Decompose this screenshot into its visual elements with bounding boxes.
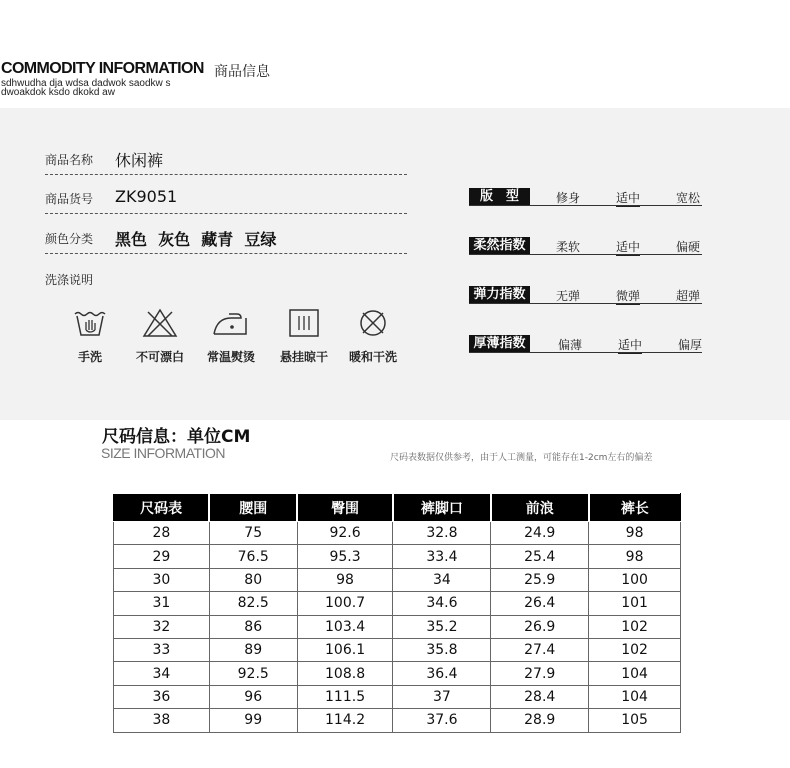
table-cell: 36 (114, 685, 210, 708)
table-row (114, 592, 681, 615)
product-name-row (45, 145, 407, 175)
product-color-label: 颜色分类 (45, 232, 94, 246)
table-cell: 102 (589, 615, 681, 638)
table-cell: 100 (589, 568, 681, 591)
dry-clean-icon (355, 308, 391, 338)
hang-dry-icon (286, 308, 322, 338)
size-info-title: 尺码信息：单位CM (102, 427, 251, 447)
table-cell: 98 (589, 545, 681, 568)
table-cell: 76.5 (209, 545, 297, 568)
care-label: 不可漂白 (135, 350, 184, 364)
table-cell: 25.4 (491, 545, 589, 568)
column-header-front-rise: 前浪 (491, 494, 589, 522)
table-cell: 34.6 (393, 592, 491, 615)
product-color-row (45, 224, 407, 254)
column-header-waist: 腰围 (209, 494, 297, 522)
care-label: 手洗 (77, 350, 102, 364)
table-row (114, 662, 681, 685)
section-subtitle (1, 79, 171, 97)
table-cell: 89 (209, 638, 297, 661)
fit-baseline (469, 205, 702, 206)
fit-scale-cut (469, 188, 702, 206)
product-code-row (45, 184, 407, 214)
table-cell: 32 (114, 615, 210, 638)
fit-option: 柔软 (556, 240, 581, 254)
size-table-header-row (114, 494, 681, 522)
hand-wash-icon (72, 308, 108, 338)
table-cell: 105 (589, 709, 681, 732)
fit-baseline (469, 352, 702, 353)
table-cell: 101 (589, 592, 681, 615)
fit-option-selected: 适中 (616, 240, 641, 254)
table-cell: 29 (114, 545, 210, 568)
care-no-bleach (125, 308, 195, 365)
table-cell: 33.4 (393, 545, 491, 568)
fit-scale-elasticity (469, 286, 702, 304)
fit-title: 弹力指数 (469, 286, 530, 304)
table-cell: 25.9 (491, 568, 589, 591)
table-cell: 111.5 (297, 685, 393, 708)
care-iron (196, 308, 266, 365)
product-code-value: ZK9051 (115, 187, 178, 206)
table-cell: 27.9 (491, 662, 589, 685)
fit-option: 宽松 (676, 191, 701, 205)
table-cell: 104 (589, 685, 681, 708)
table-cell: 34 (114, 662, 210, 685)
column-header-size: 尺码表 (114, 494, 210, 522)
table-row (114, 568, 681, 591)
table-cell: 27.4 (491, 638, 589, 661)
table-cell: 82.5 (209, 592, 297, 615)
table-cell: 28 (114, 522, 210, 545)
no-bleach-icon (142, 308, 178, 338)
size-info-subtitle: SIZE INFORMATION (101, 445, 225, 461)
table-cell: 108.8 (297, 662, 393, 685)
table-cell: 33 (114, 638, 210, 661)
table-row (114, 638, 681, 661)
table-cell: 100.7 (297, 592, 393, 615)
table-cell: 32.8 (393, 522, 491, 545)
fit-scale-thickness (469, 335, 702, 353)
care-hand-wash (55, 308, 125, 365)
table-row (114, 545, 681, 568)
fit-option: 偏硬 (676, 240, 701, 254)
fit-option: 修身 (556, 191, 581, 205)
table-cell: 99 (209, 709, 297, 732)
subtitle-line-1: sdhwudha dja wdsa dadwok saodkw s (1, 78, 171, 89)
table-row (114, 685, 681, 708)
care-label: 悬挂晾干 (279, 350, 328, 364)
section-title-cn: 商品信息 (214, 64, 270, 80)
table-cell: 35.8 (393, 638, 491, 661)
care-hang-dry (269, 308, 339, 365)
table-cell: 95.3 (297, 545, 393, 568)
table-cell: 96 (209, 685, 297, 708)
table-cell: 28.4 (491, 685, 589, 708)
table-cell: 92.5 (209, 662, 297, 685)
table-cell: 106.1 (297, 638, 393, 661)
product-code-label: 商品货号 (45, 192, 94, 206)
fit-baseline (469, 254, 702, 255)
table-cell: 75 (209, 522, 297, 545)
table-cell: 104 (589, 662, 681, 685)
wash-instructions-label: 洗涤说明 (45, 273, 94, 287)
product-color-value: 黑色 灰色 藏青 豆绿 (115, 230, 277, 249)
table-cell: 28.9 (491, 709, 589, 732)
size-info-note: 尺码表数据仅供参考，由于人工测量，可能存在1-2cm左右的偏差 (390, 453, 653, 463)
column-header-leg-opening: 裤脚口 (393, 494, 491, 522)
table-cell: 31 (114, 592, 210, 615)
fit-option-selected: 适中 (616, 191, 641, 205)
table-cell: 36.4 (393, 662, 491, 685)
table-cell: 38 (114, 709, 210, 732)
fit-baseline (469, 303, 702, 304)
table-cell: 35.2 (393, 615, 491, 638)
table-cell: 86 (209, 615, 297, 638)
fit-option: 超弹 (676, 289, 701, 303)
table-cell: 92.6 (297, 522, 393, 545)
table-row (114, 522, 681, 545)
table-cell: 37 (393, 685, 491, 708)
table-cell: 80 (209, 568, 297, 591)
table-cell: 98 (297, 568, 393, 591)
table-cell: 30 (114, 568, 210, 591)
product-name-value: 休闲裤 (115, 151, 164, 170)
fit-scale-softness (469, 237, 702, 255)
care-dry-clean (338, 308, 408, 365)
fit-option: 无弹 (556, 289, 581, 303)
column-header-hip: 臀围 (297, 494, 393, 522)
fit-option-selected: 适中 (618, 338, 643, 352)
table-cell: 26.9 (491, 615, 589, 638)
table-row (114, 615, 681, 638)
size-table (113, 493, 681, 733)
iron-icon (211, 308, 251, 338)
product-name-label: 商品名称 (45, 153, 94, 167)
table-cell: 34 (393, 568, 491, 591)
fit-option: 偏厚 (678, 338, 703, 352)
table-row (114, 709, 681, 732)
table-cell: 24.9 (491, 522, 589, 545)
care-label: 暖和干洗 (348, 350, 397, 364)
table-cell: 98 (589, 522, 681, 545)
care-label: 常温熨烫 (206, 350, 255, 364)
table-cell: 114.2 (297, 709, 393, 732)
table-cell: 37.6 (393, 709, 491, 732)
fit-option-selected: 微弹 (616, 289, 641, 303)
table-cell: 103.4 (297, 615, 393, 638)
product-info-panel (0, 108, 790, 420)
column-header-length: 裤长 (589, 494, 681, 522)
table-cell: 26.4 (491, 592, 589, 615)
fit-title: 版 型 (469, 188, 530, 206)
section-title: COMMODITY INFORMATION (1, 60, 204, 77)
fit-option: 偏薄 (558, 338, 583, 352)
fit-title: 柔然指数 (469, 237, 530, 255)
subtitle-line-2: dwoakdok ksdo dkokd aw (1, 87, 115, 98)
fit-title: 厚薄指数 (469, 335, 530, 353)
table-cell: 102 (589, 638, 681, 661)
